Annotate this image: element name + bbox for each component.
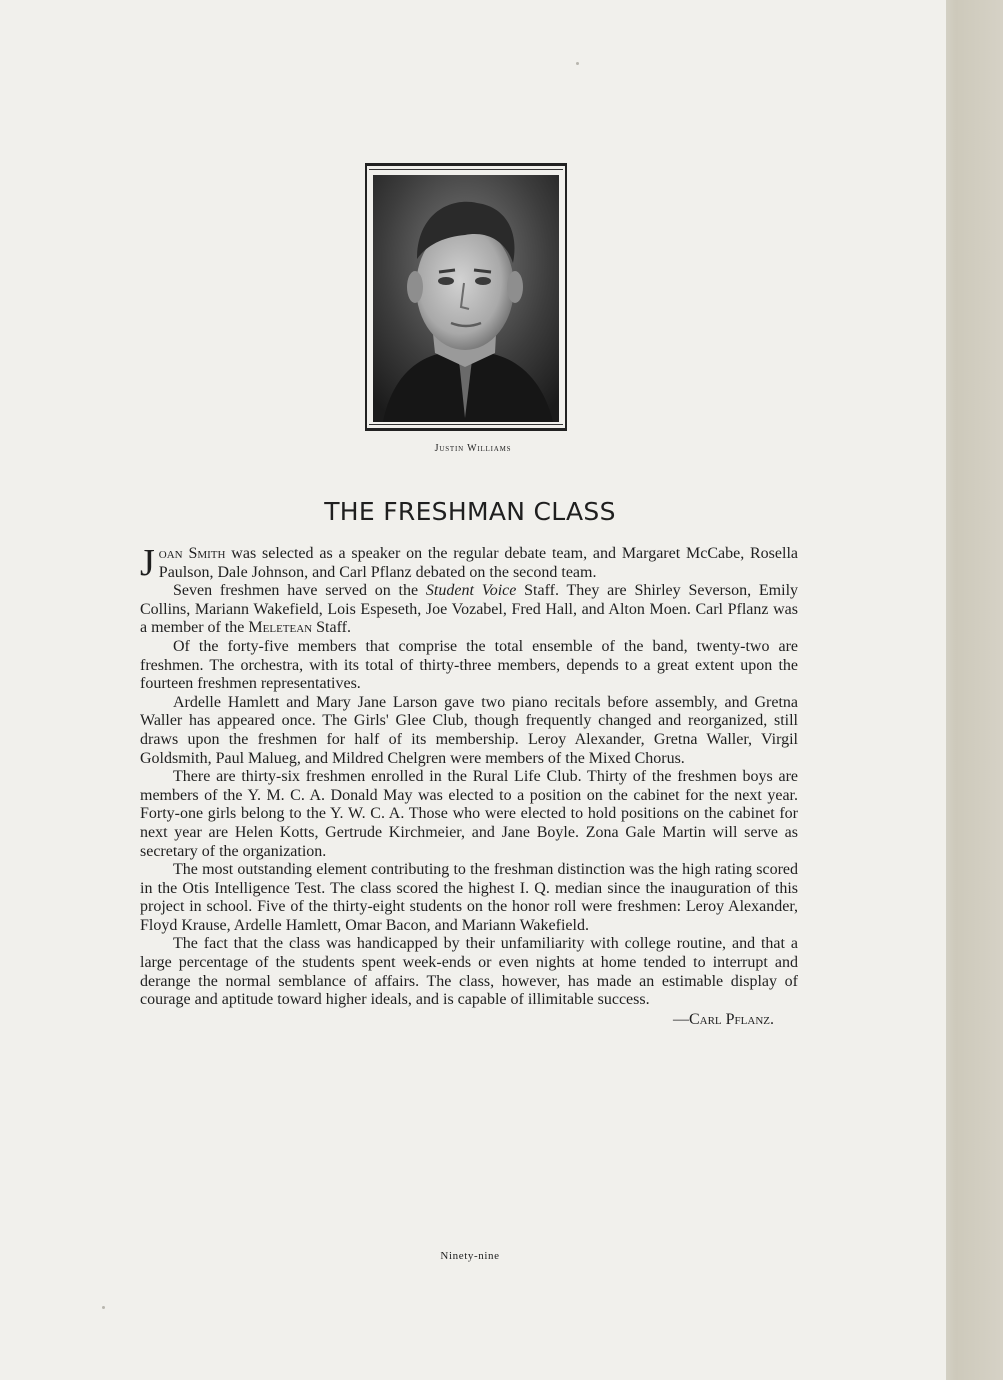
- article-body: [140, 542, 799, 1029]
- portrait-frame: [365, 163, 567, 431]
- publication-title: Student Voice: [425, 582, 517, 600]
- drop-cap: J: [140, 542, 155, 584]
- paragraph-3: Of the forty-five members that comprise the total ensemble of the band, twenty-two are freshmen. The orchestra, with its total of thirty-three members, depends to a great extent upon the fourteen freshmen representatives.: [140, 637, 798, 693]
- paper-speck: [102, 1306, 105, 1309]
- paragraph-4: Ardelle Hamlett and Mary Jane Larson gave two piano recitals before assembly, and Gretna Waller has appeared once. The Girls' Glee Club, though frequently changed and reorganized, still draws upon the freshmen for half of its membership. Leroy Alexander, Gretna Waller, Virgil Goldsmith, Paul Malueg, and Mildred Chelgren were members of the Mixed Chorus.: [140, 693, 798, 767]
- author-signature: —Carl Pflanz.: [672, 1010, 774, 1028]
- portrait-photo: [373, 175, 559, 422]
- paragraph-1: [140, 542, 799, 584]
- paragraph-5: There are thirty-six freshmen enrolled in the Rural Life Club. Thirty of the freshmen boys are members of the Y. M. C. A. Donald May was elected to a position on the cabinet for the next year. Forty-one girls belong to the Y. W. C. A. Those who were elected to hold positions on the cabinet for next year are Helen Kotts, Gertrude Kirchmeier, and Jane Boyle. Zona Gale Martin will serve as secretary of the organization.: [140, 768, 798, 860]
- yearbook-name: Meletean: [248, 619, 313, 637]
- paragraph-7: The fact that the class was handicapped by their unfamiliarity with college routine, and that a large percentage of the students spent week-ends or even nights at home tended to interrupt and derange the normal semblance of affairs. The class, however, has made an estimable display of courage and aptitude toward higher ideals, and is capable of illimitable success.: [140, 935, 798, 1009]
- portrait-photo-image: [373, 175, 559, 422]
- page-edge: [946, 0, 1003, 1380]
- article-title: THE FRESHMAN CLASS: [324, 497, 616, 526]
- paragraph-6: The most outstanding element contributing to the freshman distinction was the high rating scored in the Otis Intelligence Test. The class scored the highest I. Q. median since the inauguration of this project in school. Five of the thirty-eight students on the honor roll were freshmen: Leroy Alexander, Floyd Krause, Ardelle Hamlett, Omar Bacon, and Mariann Wakefield.: [140, 861, 798, 934]
- page-number: Ninety-nine: [440, 1250, 500, 1262]
- paragraph-2-text-a: Seven freshmen have served on the: [173, 582, 426, 600]
- paragraph-1-text: was selected as a speaker on the regular debate team, and Margaret McCabe, Rosella Paulson, Dale Johnson, and Carl Pflanz debated on the second team.: [158, 545, 799, 581]
- paragraph-2: [140, 582, 798, 638]
- paragraph-2-text-c: Staff.: [312, 619, 351, 637]
- speaker-name: oan Smith: [158, 545, 226, 562]
- portrait-caption: Justin Williams: [434, 443, 512, 454]
- paragraph-2-text-b: Staff. They are Shirley Severson, Emily Collins, Mariann Wakefield, Lois Espeseth, Joe Vozabel, Fred Hall, and Alton Moen. Carl Pflanz was a member of the: [140, 582, 799, 637]
- paper-speck: [576, 62, 579, 65]
